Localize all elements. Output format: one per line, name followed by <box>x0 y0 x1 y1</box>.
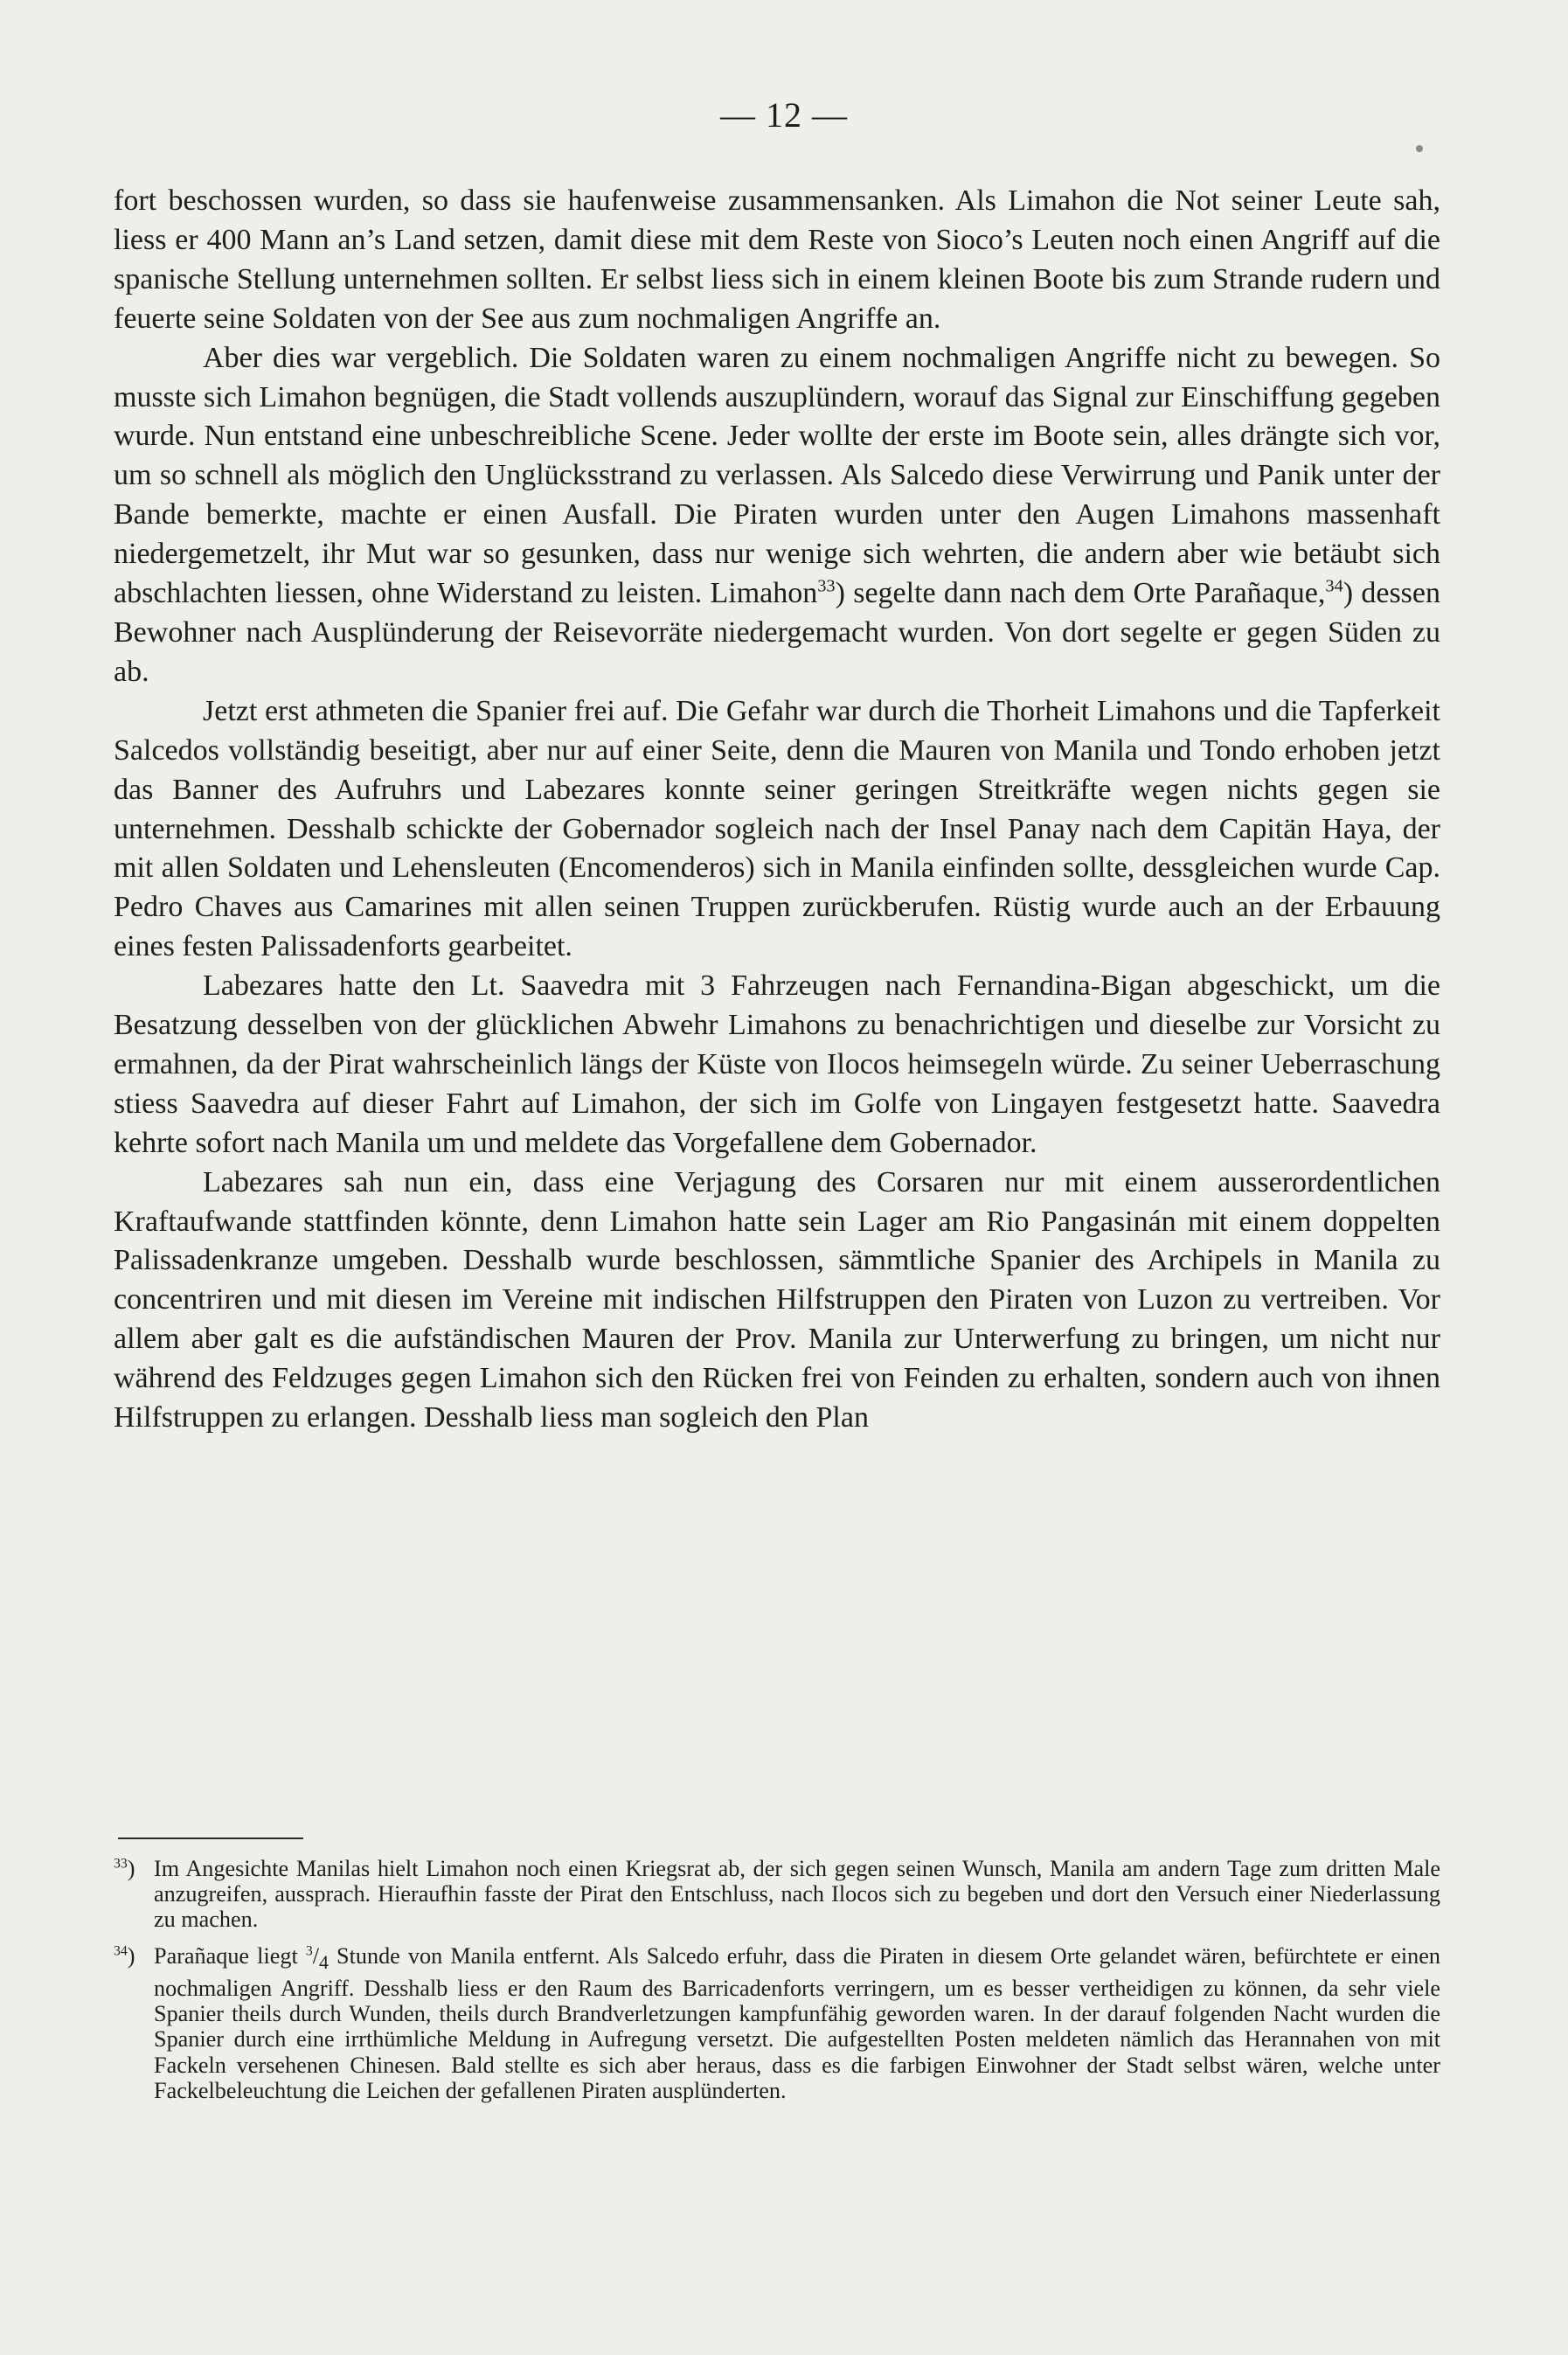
paragraph-2-part-a: Aber dies war vergeblich. Die Soldaten waren zu einem nochmaligen Angriffe nicht zu bewegen. So musste sich Limahon begnügen, die Stadt vollends auszuplündern, worauf das Signal zur Einschiffung gegeben wurde. Nun entstand eine unbeschreibliche Scene. Jeder wollte der erste im Boote sein, alles drängte sich vor, um so schnell als möglich den Unglücksstrand zu verlassen. Als Salcedo diese Verwirrung und Panik unter der Bande bemerkte, machte er einen Ausfall. Die Piraten wurden unter den Augen Limahons massenhaft niedergemetzelt, ihr Mut war so gesunken, dass nur wenige sich wehrten, die andern aber wie betäubt sich abschlachten liessen, ohne Widerstand zu leisten. Limahon <box>114 341 1440 610</box>
footnote-33 <box>114 1856 1440 1933</box>
footnote-mark-number: 33 <box>114 1856 128 1872</box>
fraction-denominator: 4 <box>319 1951 329 1973</box>
footnote-mark: $^{34}$) <box>114 1942 135 1969</box>
footnote-divider <box>118 1837 303 1839</box>
fraction-numerator: 3 <box>305 1942 313 1958</box>
page-number: — 12 — <box>720 95 848 135</box>
paragraph-2-part-b: ) segelte dann nach dem Orte Parañaque, <box>835 577 1326 610</box>
paragraph-4: Labezares hatte den Lt. Saavedra mit 3 Fahrzeugen nach Fernandina-Bigan abgeschickt, um die Besatzung desselben von der glücklichen Abwehr Limahons zu benachrichtigen und dieselbe zur Vorsicht zu ermahnen, da der Pirat wahrscheinlich längs der Küste von Ilocos heimsegeln würde. Zu seiner Ueberraschung stiess Saavedra auf dieser Fahrt auf Limahon, der sich im Golfe von Lingayen festgesetzt hatte. Saavedra kehrte sofort nach Manila um und meldete das Vorgefallene dem Gobernador. <box>114 969 1440 1159</box>
footnote-mark: $^{33}$) <box>114 1856 135 1881</box>
footnote-mark-number: 34 <box>114 1942 128 1958</box>
paragraph-2-part-c: ) dessen Bewohner nach Ausplünderung der Reisevorräte niedergemacht wurden. Von dort segelte er gegen Süden zu ab. <box>114 577 1440 688</box>
paragraph-2 <box>114 339 1440 692</box>
footnote-text-part-a: Parañaque liegt <box>154 1942 306 1969</box>
footnote-text: Im Angesichte Manilas hielt Limahon noch einen Kriegsrat ab, der sich gegen seinen Wunsch, Manila am andern Tage zum dritten Male anzugreifen, aussprach. Hieraufhin fasste der Pirat den Entschluss, nach Ilocos sich zu begeben und dort den Versuch einer Niederlassung zu machen. <box>154 1856 1440 1933</box>
paragraph-1: fort beschossen wurden, so dass sie haufenweise zusammensanken. Als Limahon die Not seiner Leute sah, liess er 400 Mann an’s Land setzen, damit diese mit dem Reste von Sioco’s Leuten noch einen Angriff auf die spanische Stellung unternehmen sollten. Er selbst liess sich in einem kleinen Boote bis zum Strande rudern und feuerte seine Soldaten von der See aus zum nochmaligen Angriffe an. <box>114 184 1440 335</box>
footnote-text-part-b: Stunde von Manila entfernt. Als Salcedo erfuhr, dass die Piraten in diesem Orte gelandet wären, befürchtete er einen nochmaligen Angriff. Desshalb liess er den Raum des Barricadenforts verringern, um es besser vertheidigen zu können, da sehr viele Spanier theils durch Wunden, theils durch Brandverletzungen kampfunfähig geworden waren. In der darauf folgenden Nacht wurden die Spanier durch eine irrthümliche Meldung in Aufregung versetzt. Die aufgestellten Posten meldeten nämlich das Herannahen von mit Fackeln versehenen Chinesen. Bald stellte es sich aber heraus, dass es die farbigen Einwohner der Stadt selbst wären, welche unter Fackelbeleuchtung die Leichen der gefallenen Piraten ausplünderten. <box>154 1942 1440 2103</box>
main-text <box>114 182 1440 1438</box>
footnote-ref-33: 33 <box>817 576 836 596</box>
footnotes <box>114 1856 1440 2103</box>
paragraph-5: Labezares sah nun ein, dass eine Verjagung des Corsaren nur mit einem ausserordentlichen Kraftaufwande stattfinden könnte, denn Limahon hatte sein Lager am Rio Pangasinán mit einem doppelten Palissadenkranze umgeben. Desshalb wurde beschlossen, sämmtliche Spanier des Archipels in Manila zu concentriren und mit diesen im Vereine mit indischen Hilfstruppen den Piraten von Luzon zu vertreiben. Vor allem aber galt es die aufständischen Mauren der Prov. Manila zur Unterwerfung zu bringen, um nicht nur während des Feldzuges gegen Limahon sich den Rücken frei von Feinden zu erhalten, sondern auch von ihnen Hilfstruppen zu erlangen. Desshalb liess man sogleich den Plan <box>114 1165 1440 1435</box>
paragraph-3: Jetzt erst athmeten die Spanier frei auf. Die Gefahr war durch die Thorheit Limahons und die Tapferkeit Salcedos vollständig beseitigt, aber nur auf einer Seite, denn die Mauren von Manila und Tondo erhoben jetzt das Banner des Aufruhrs und Labezares konnte seiner geringen Streitkräfte wegen nichts gegen sie unternehmen. Desshalb schickte der Gobernador sogleich nach der Insel Panay nach dem Capitän Haya, der mit allen Soldaten und Lehensleuten (Encomenderos) sich in Manila einfinden sollte, dessgleichen wurde Cap. Pedro Chaves aus Camarines mit allen seinen Truppen zurückberufen. Rüstig wurde auch an der Erbauung eines festen Palissadenforts gearbeitet. <box>114 694 1440 963</box>
footnote-ref-34: 34 <box>1325 576 1343 596</box>
footnote-34: $^{34}$) Parañaque liegt $^3/_4$ Stunde von Manila entfernt. Als Salcedo erfuhr, dass die Piraten in diesem Orte gelandet wären, befürchtete er einen nochmaligen Angriff. Desshalb liess er den Raum des Barricadenforts verringern, um es besser vertheidigen zu können, da sehr viele Spanier theils durch Wunden, theils durch Brandverletzungen kampfunfähig geworden waren. In der darauf folgenden Nacht wurden die Spanier durch eine irrthümliche Meldung in Aufregung versetzt. Die aufgestellten Posten meldeten nämlich das Herannahen von mit Fackeln versehenen Chinesen. Bald stellte es sich aber heraus, dass es die farbigen Einwohner der Stadt selbst wären, welche unter Fackelbeleuchtung die Leichen der gefallenen Piraten ausplünderten. <box>114 1942 1440 2103</box>
ink-speck <box>1416 145 1423 152</box>
